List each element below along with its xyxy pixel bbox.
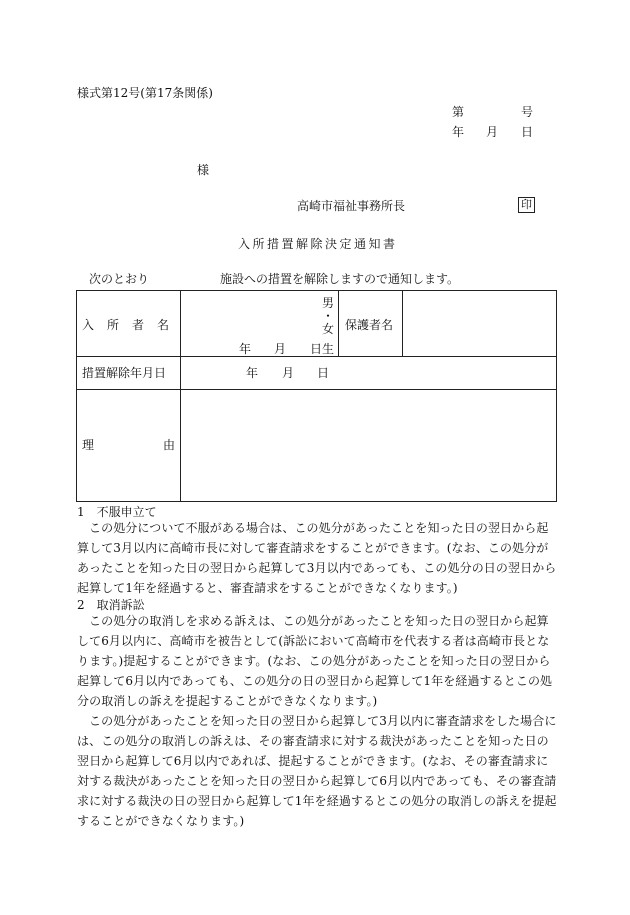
intro-left: 次のとおり <box>89 272 150 286</box>
resident-label: 入 所 者 名 <box>82 318 170 332</box>
reason-label-first: 理 <box>82 438 95 452</box>
addressee-suffix: 様 <box>197 163 210 177</box>
table-divider <box>76 356 557 357</box>
intro-right: 施設への措置を解除しますので通知します。 <box>220 272 460 286</box>
gender-female: 女 <box>322 322 335 336</box>
form-number: 様式第12号(第17条関係) <box>77 86 213 100</box>
gender-separator: ・ <box>322 309 335 323</box>
section2-text1: この処分の取消しを求める訴えは、この処分があったことを知った日の翌日から起算して6月以内に、高崎市を被告として(訴訟において高崎市を代表する者は高崎市長となります。)提起することができます。(なお、この処分があったことを知った日の翌日から起算して6月以内であっても、この処分の日の翌日から起算して1年を経過するとこの処分の取消しの訴えを提起することができなくなります。) <box>77 614 553 708</box>
issuer: 高崎市福祉事務所長 <box>297 199 406 213</box>
birth-month: 月 <box>274 342 287 356</box>
gender-male: 男 <box>322 296 335 310</box>
section1-text: この処分について不服がある場合は、この処分があったことを知った日の翌日から起算して3月以内に高崎市長に対して審査請求をすることができます。(なお、この処分があったことを知った日の翌日から起算して3月以内であっても、この処分の日の翌日から起算して1年を経過すると、審査請求をすることができなくなります。) <box>77 521 557 595</box>
seal-mark: 印 <box>518 197 535 213</box>
date-month: 月 <box>486 125 499 139</box>
table-divider <box>180 290 181 502</box>
birth-day: 日生 <box>310 342 335 356</box>
release-date-label: 措置解除年月日 <box>82 366 167 380</box>
birth-year: 年 <box>239 342 252 356</box>
table-divider <box>338 290 339 357</box>
release-day: 日 <box>317 366 330 380</box>
release-month: 月 <box>282 366 295 380</box>
doc-number-prefix: 第 <box>452 105 465 119</box>
release-year: 年 <box>246 366 259 380</box>
reason-label-second: 由 <box>163 438 176 452</box>
table-divider <box>402 290 403 357</box>
section2-heading: 2 取消訴訟 <box>77 598 145 612</box>
guardian-label: 保護者名 <box>345 318 394 332</box>
table-divider <box>76 389 557 390</box>
doc-number-suffix: 号 <box>521 105 534 119</box>
date-year: 年 <box>452 125 465 139</box>
date-day: 日 <box>521 125 534 139</box>
section1-heading: 1 不服申立て <box>77 505 157 519</box>
section2-text2: この処分があったことを知った日の翌日から起算して3月以内に審査請求をした場合には、この処分の取消しの訴えは、その審査請求に対する裁決があったことを知った日の翌日から起算して6月以内であれば、提起することができます。(なお、その審査請求に対する裁決があったことを知った日の翌日から起算して6月以内であっても、その審査請求に対する裁決の日の翌日から起算して1年を経過するとこの処分の取消しの訴えを提起することができなくなります。) <box>77 714 557 828</box>
document-title: 入所措置解除決定通知書 <box>238 237 398 251</box>
